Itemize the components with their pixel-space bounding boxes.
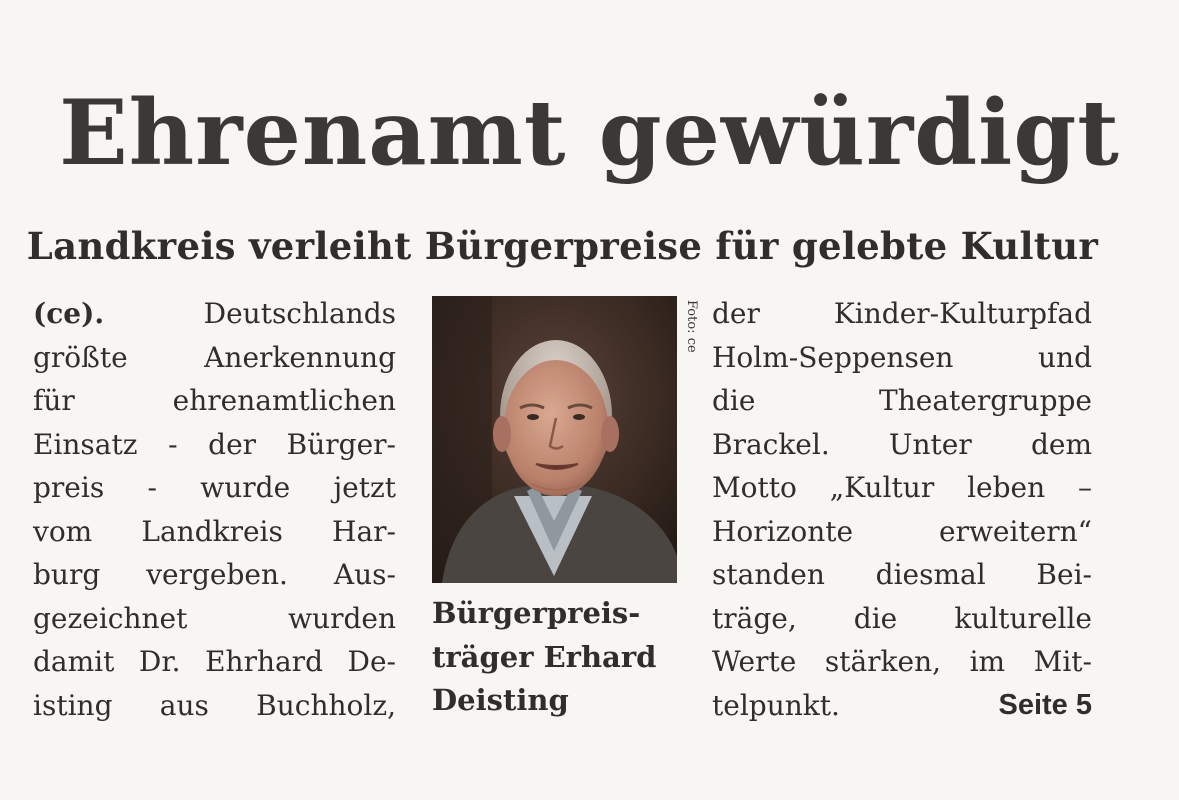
body-line: der Kinder-Kulturpfad — [712, 297, 1092, 330]
subheadline: Landkreis verleiht Bürgerpreise für gelebte Kultur — [26, 224, 1099, 268]
body-line: Holm-Seppensen und — [712, 340, 1092, 374]
body-line: Einsatz - der Bürger- — [33, 427, 396, 461]
body-line: für ehrenamtlichen — [33, 384, 396, 417]
caption-line: Bürgerpreis- — [432, 596, 641, 630]
caption-line: Deisting — [432, 683, 569, 717]
body-line — [33, 292, 396, 336]
body-line: isting aus Buchholz, — [33, 688, 396, 722]
body-line: preis - wurde jetzt — [33, 471, 396, 504]
body-line: Brackel. Unter dem — [712, 427, 1092, 461]
body-line: Motto „Kultur leben – — [712, 471, 1092, 504]
final-line-row — [712, 684, 1092, 728]
lead-abbreviation: (ce). — [33, 297, 105, 330]
body-line: Horizonte erweitern“ — [712, 514, 1092, 548]
body-line: standen diesmal Bei- — [712, 558, 1092, 591]
portrait-photo — [432, 296, 677, 583]
body-line: größte Anerkennung — [33, 340, 396, 374]
headline: Ehrenamt gewürdigt — [59, 80, 1120, 186]
caption-line: träger Erhard — [432, 639, 657, 674]
body-line: telpunkt. — [712, 688, 840, 722]
photo-caption — [432, 592, 680, 723]
body-line: vom Landkreis Har- — [33, 514, 396, 548]
page-reference: Seite 5 — [998, 688, 1092, 721]
photo-credit: Foto: ce — [684, 300, 699, 353]
body-line: Werte stärken, im Mit- — [712, 645, 1092, 678]
right-column — [712, 292, 1092, 727]
body-line: träge, die kulturelle — [712, 601, 1092, 635]
body-line: burg vergeben. Aus- — [33, 558, 396, 591]
body-line: die Theatergruppe — [712, 384, 1092, 417]
body-line: damit Dr. Ehrhard De- — [33, 645, 396, 678]
body-line: gezeichnet wurden — [33, 601, 396, 635]
portrait-illustration — [432, 296, 677, 583]
left-column — [33, 292, 396, 727]
body-text: Deutschlands — [104, 297, 396, 330]
